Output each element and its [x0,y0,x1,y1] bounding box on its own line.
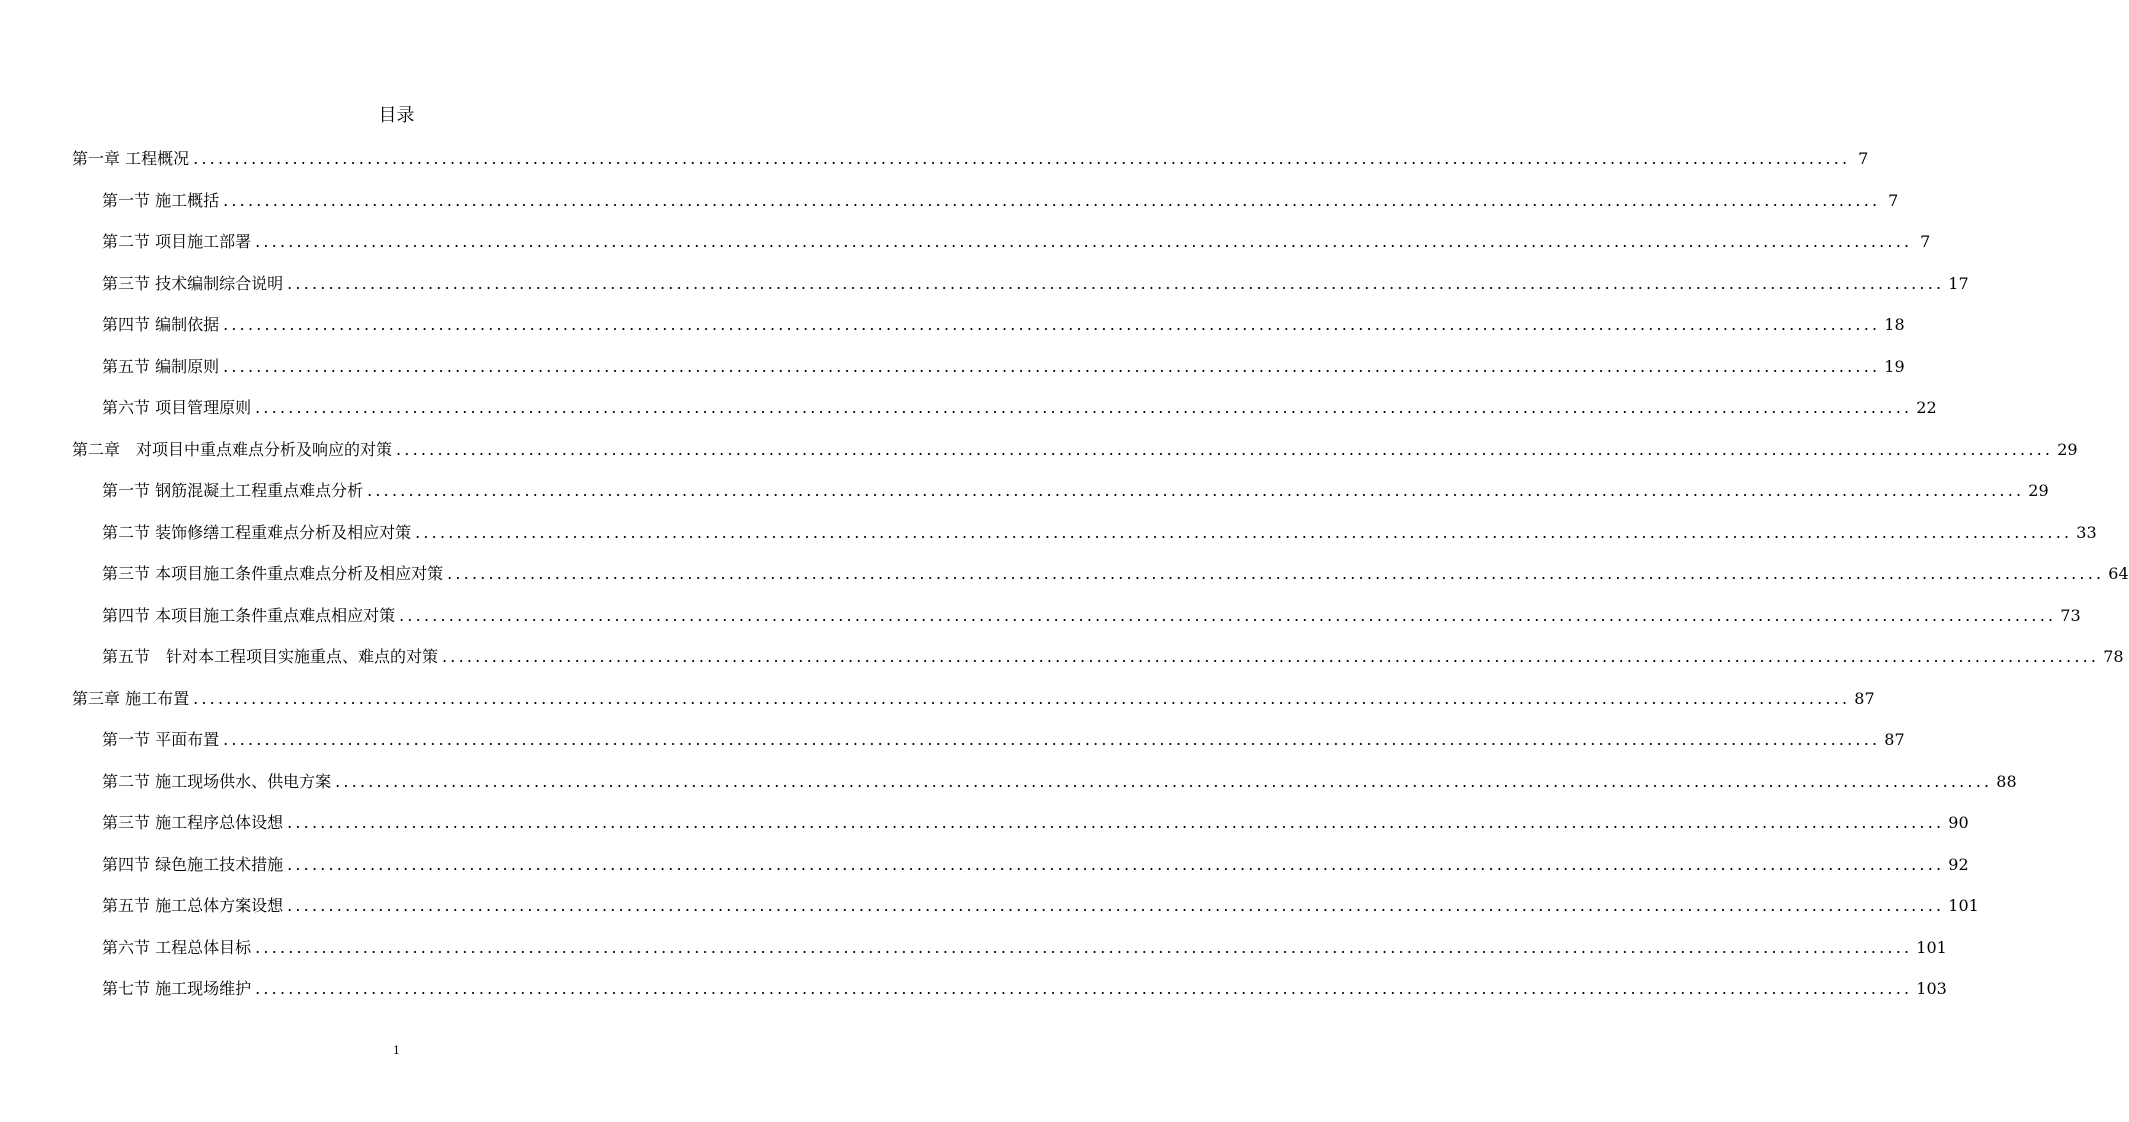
toc-entry-page: 87 [1854,688,1875,708]
toc-dot-leader: ........................................................................................................................................................................................................ [255,398,1913,417]
toc-section-entry[interactable] [72,769,2017,811]
toc-section-entry[interactable] [72,935,1947,977]
toc-dot-leader: ........................................................................................................................................................................................................ [399,605,2057,625]
toc-entry-page: 73 [2060,605,2081,625]
toc-entry-title: 第三节 本项目施工条件重点难点分析及相应对策 [102,564,444,583]
table-of-contents [72,146,2129,1018]
toc-dot-leader: ........................................................................................................................................................................................................ [193,149,1851,168]
toc-dot-leader: ........................................................................................................................................................................................................ [255,979,1913,998]
toc-dot-leader: ........................................................................................................................................................................................................ [255,937,1913,957]
toc-entry-title: 第三章 施工布置 [72,688,190,708]
toc-dot-leader: ........................................................................................................................................................................................................ [223,315,1881,334]
toc-entry-page: 22 [1916,398,1937,417]
toc-entry-title: 第五节 针对本工程项目实施重点、难点的对策 [102,647,439,666]
toc-dot-leader: ........................................................................................................................................................................................................ [223,730,1881,749]
toc-entry-page: 19 [1884,356,1905,376]
toc-section-entry[interactable] [72,852,1969,894]
toc-entry-page: 17 [1948,273,1969,293]
toc-dot-leader: ........................................................................................................................................................................................................ [287,813,1945,832]
toc-section-entry[interactable] [72,395,1937,437]
toc-entry-title: 第六节 项目管理原则 [102,398,252,417]
toc-entry-title: 第一章 工程概况 [72,149,190,168]
toc-section-entry[interactable] [72,478,2049,520]
toc-entry-page: 18 [1884,315,1905,334]
toc-section-entry[interactable] [72,976,1947,1018]
toc-entry-title: 第四节 绿色施工技术措施 [102,854,284,874]
toc-dot-leader: ........................................................................................................................................................................................................ [223,356,1881,376]
toc-entry-page: 103 [1916,979,1947,998]
toc-section-entry[interactable] [72,893,1979,935]
toc-entry-page: 92 [1948,854,1969,874]
toc-dot-leader: ........................................................................................................................................................................................................ [415,522,2073,542]
toc-entry-page: 7 [1920,232,1931,251]
toc-entry-title: 第三节 技术编制综合说明 [102,273,284,293]
toc-dot-leader: ........................................................................................................................................................................................................ [287,896,1945,915]
toc-entry-title: 第六节 工程总体目标 [102,937,252,957]
toc-dot-leader: ........................................................................................................................................................................................................ [287,273,1945,293]
toc-section-entry[interactable] [72,810,1969,852]
toc-dot-leader: ........................................................................................................................................................................................................ [193,688,1851,708]
toc-entry-page: 7 [1858,149,1869,168]
toc-entry-title: 第四节 本项目施工条件重点难点相应对策 [102,605,396,625]
toc-entry-page: 7 [1888,190,1899,210]
toc-entry-page: 88 [1996,771,2017,791]
toc-entry-title: 第一节 钢筋混凝土工程重点难点分析 [102,481,364,500]
toc-section-entry[interactable] [72,188,1899,230]
toc-section-entry[interactable] [72,561,2129,603]
toc-entry-title: 第五节 施工总体方案设想 [102,896,284,915]
toc-entry-title: 第三节 施工程序总体设想 [102,813,284,832]
toc-entry-page: 78 [2103,647,2124,666]
toc-section-entry[interactable] [72,603,2081,645]
toc-section-entry[interactable] [72,271,1969,313]
toc-dot-leader: ........................................................................................................................................................................................................ [396,439,2054,459]
toc-section-entry[interactable] [72,229,1931,271]
toc-chapter-entry[interactable] [72,437,2078,479]
toc-entry-page: 64 [2108,564,2129,583]
toc-dot-leader: ........................................................................................................................................................................................................ [255,232,1913,251]
toc-section-entry[interactable] [72,312,1905,354]
toc-section-entry[interactable] [72,644,2124,686]
toc-entry-title: 第四节 编制依据 [102,315,220,334]
toc-entry-page: 87 [1884,730,1905,749]
toc-entry-page: 29 [2028,481,2049,500]
toc-section-entry[interactable] [72,520,2097,562]
toc-entry-page: 101 [1916,937,1947,957]
toc-dot-leader: ........................................................................................................................................................................................................ [335,771,1993,791]
toc-entry-title: 第二节 装饰修缮工程重难点分析及相应对策 [102,522,412,542]
page-number: 1 [393,1044,400,1057]
toc-entry-title: 第七节 施工现场维护 [102,979,252,998]
toc-entry-title: 第二节 施工现场供水、供电方案 [102,771,332,791]
toc-section-entry[interactable] [72,354,1905,396]
toc-entry-page: 33 [2076,522,2097,542]
toc-chapter-entry[interactable] [72,686,1875,728]
toc-dot-leader: ........................................................................................................................................................................................................ [287,854,1945,874]
toc-entry-page: 90 [1948,813,1969,832]
toc-entry-title: 第一节 平面布置 [102,730,220,749]
toc-entry-title: 第五节 编制原则 [102,356,220,376]
toc-dot-leader: ........................................................................................................................................................................................................ [447,564,2105,583]
toc-dot-leader: ........................................................................................................................................................................................................ [442,647,2100,666]
toc-dot-leader: ........................................................................................................................................................................................................ [223,190,1881,210]
page-title: 目录 [378,105,415,126]
toc-entry-page: 29 [2057,439,2078,459]
toc-entry-title: 第二章 对项目中重点难点分析及响应的对策 [72,439,393,459]
toc-entry-title: 第二节 项目施工部署 [102,232,252,251]
toc-section-entry[interactable] [72,727,1905,769]
toc-entry-title: 第一节 施工概括 [102,190,220,210]
toc-chapter-entry[interactable] [72,146,1869,188]
toc-entry-page: 101 [1948,896,1979,915]
toc-dot-leader: ........................................................................................................................................................................................................ [367,481,2025,500]
